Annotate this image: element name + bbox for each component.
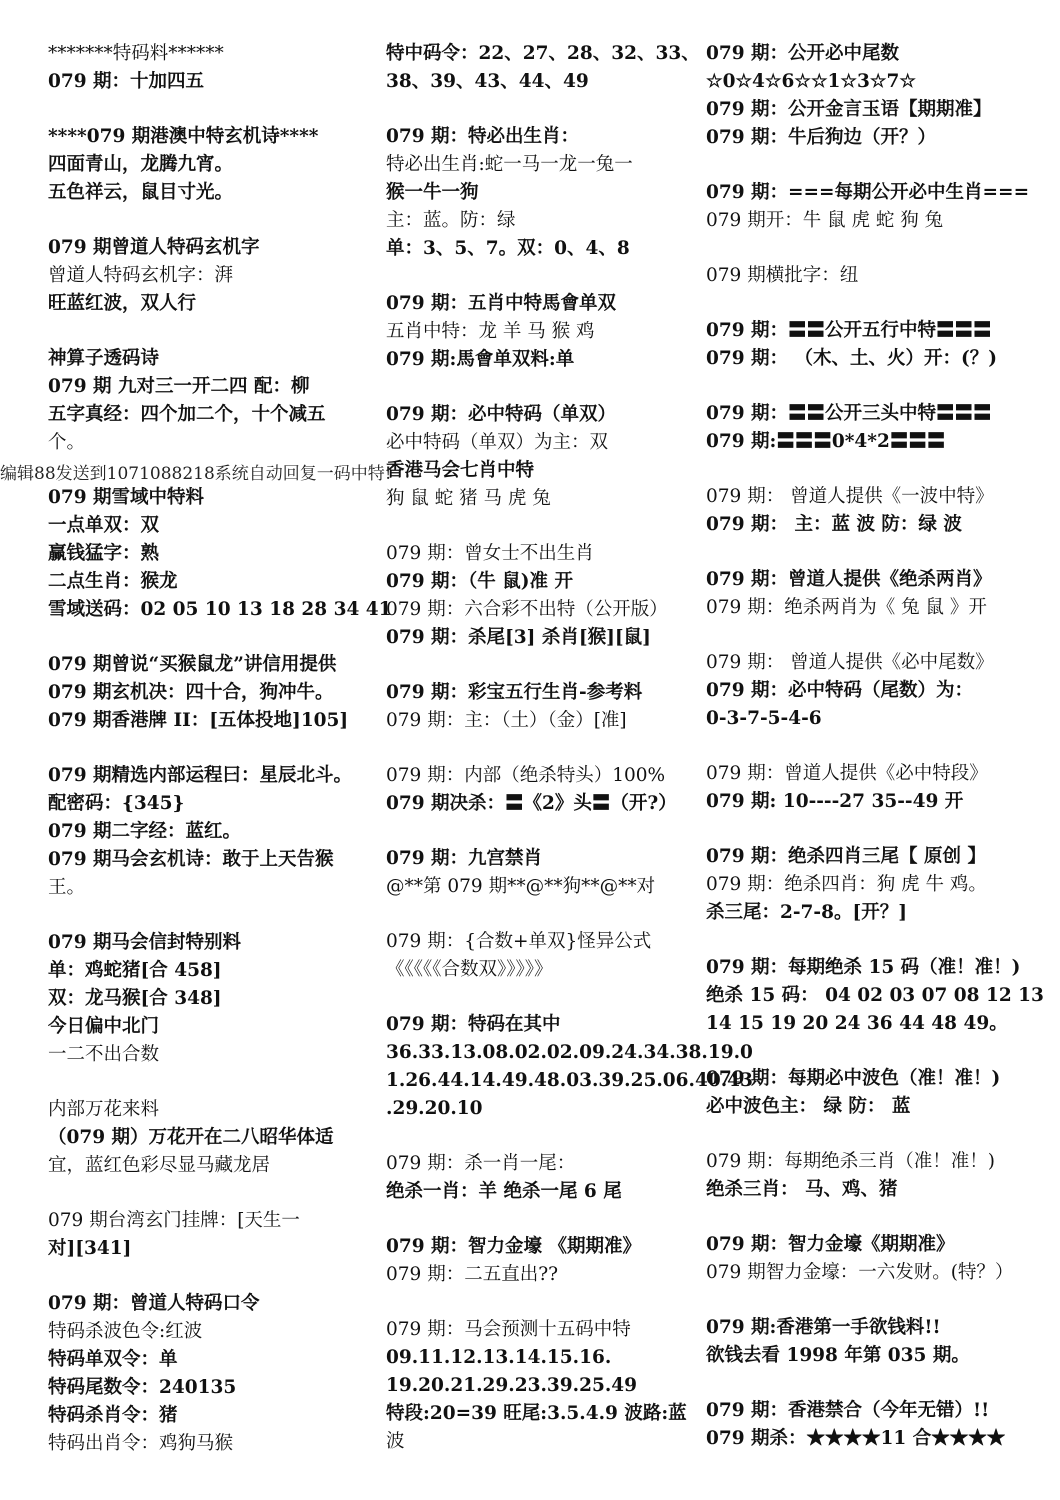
text-line: 079 期:馬會单双料:单 — [386, 349, 575, 370]
text-line: 079 期：特码在其中 — [386, 1014, 561, 1035]
text-line: 079 期马会玄机诗：敢于上天告猴 — [48, 849, 334, 870]
left-column — [48, 40, 392, 1458]
text-line: ****079 期港澳中特玄机诗**** — [48, 126, 319, 147]
section-spacer — [706, 1204, 1036, 1231]
text-line: 杀三尾：2-7-8。[开？] — [706, 902, 907, 923]
text-line: 雪域送码：02 05 10 13 18 28 34 41 — [48, 599, 392, 620]
text-line: 079 期：十加四五 — [48, 71, 205, 92]
section-spacer — [48, 318, 378, 345]
right-column — [706, 40, 1044, 1453]
text-line: ☆0☆4☆6☆☆1☆3☆7☆ — [706, 71, 916, 92]
text-line: 079 期：主：（土）（金）[准] — [386, 710, 627, 731]
text-line: 079 期:香港第一手欲钱料!! — [706, 1317, 941, 1338]
section-spacer — [706, 290, 1036, 317]
text-line: 079 期精选内部运程曰：星辰北斗。 — [48, 765, 353, 786]
section-spacer — [706, 1121, 1036, 1148]
text-line: 五色祥云，鼠目寸光。 — [48, 182, 234, 203]
text-line: 五肖中特：龙 羊 马 猴 鸡 — [386, 321, 595, 342]
text-line: 079 期杀：★★★★11 合★★★★ — [706, 1428, 1006, 1449]
text-line: 特段:20=39 旺尾:3.5.4.9 波路:蓝 — [386, 1403, 687, 1424]
sms-banner-text: 编辑88发送到1071088218系统自动回复一码中特! — [0, 464, 392, 484]
text-line: 079 期：===每期公开必中生肖=== — [706, 182, 1030, 203]
text-line: 38、39、43、44、49 — [386, 71, 589, 92]
text-line: 079 期：曾道人提供《绝杀两肖》 — [706, 569, 992, 590]
section-spacer — [48, 1180, 378, 1207]
section-spacer — [706, 456, 1036, 483]
text-line: 079 期：每期必中波色（准！准！) — [706, 1068, 1001, 1089]
text-line: 一点单双：双 — [48, 515, 160, 536]
section-spacer — [386, 1289, 698, 1316]
text-line: 079 期：曾道人提供《必中特段》 — [706, 763, 988, 784]
middle-column — [386, 40, 753, 1456]
text-line: 079 期横批字：纽 — [706, 265, 859, 286]
text-line: 赢钱猛字：熟 — [48, 543, 160, 564]
text-line: 079 期：每期绝杀 15 码（准！准！) — [706, 957, 1021, 978]
text-line: 特码尾数令：240135 — [48, 1377, 237, 1398]
text-line: 今日偏中北门 — [48, 1016, 160, 1037]
text-line: 079 期开：牛 鼠 虎 蛇 狗 兔 — [706, 210, 944, 231]
section-spacer — [706, 539, 1036, 566]
text-line: 个。 — [48, 432, 86, 453]
section-spacer — [706, 1287, 1036, 1314]
section-spacer — [706, 733, 1036, 760]
text-line: 079 期： 曾道人提供《必中尾数》 — [706, 652, 994, 673]
text-line: 079 期：（牛 鼠)准 开 — [386, 571, 573, 592]
text-line: 二点生肖：猴龙 — [48, 571, 178, 592]
section-spacer — [706, 235, 1036, 262]
text-line: 079 期：曾女士不出生肖 — [386, 543, 594, 564]
text-line: 四面青山，龙腾九宵。 — [48, 154, 234, 175]
section-spacer — [706, 1370, 1036, 1397]
section-spacer — [386, 513, 698, 540]
section-spacer — [48, 1069, 378, 1096]
text-line: 1.26.44.14.49.48.03.39.25.06.40.43 — [386, 1070, 753, 1091]
text-line: 079 期：智力金壕《期期准》 — [706, 1234, 955, 1255]
text-line: 079 期： 主：蓝 波 防：绿 波 — [706, 514, 962, 535]
text-line: 一二不出合数 — [48, 1044, 160, 1065]
text-line: 079 期智力金壕：一六发财。(特？） — [706, 1262, 1014, 1283]
text-line: 绝杀一肖：羊 绝杀一尾 6 尾 — [386, 1181, 622, 1202]
section-spacer — [706, 1038, 1036, 1065]
section-spacer — [706, 816, 1036, 843]
section-spacer — [386, 652, 698, 679]
text-line: 079 期：杀一肖一尾： — [386, 1153, 576, 1174]
text-line: 079 期：必中特码（尾数）为： — [706, 680, 974, 701]
text-line: 079 期：二五直出?? — [386, 1264, 559, 1285]
text-line: 079 期曾道人特码玄机字 — [48, 237, 260, 258]
text-line: 079 期：智力金壕 《期期准》 — [386, 1236, 641, 1257]
section-spacer — [706, 622, 1036, 649]
section-spacer — [706, 927, 1036, 954]
text-line: 14 15 19 20 24 36 44 48 49。 — [706, 1013, 1008, 1034]
text-line: 欲钱去看 1998 年第 035 期。 — [706, 1345, 970, 1366]
text-line: .29.20.10 — [386, 1098, 483, 1119]
text-line: 王。 — [48, 877, 86, 898]
text-line: 079 期曾说“买猴鼠龙”讲信用提供 — [48, 654, 337, 675]
text-line: 绝杀 15 码： 04 02 03 07 08 12 13 — [706, 985, 1044, 1006]
text-line: 079 期： 曾道人提供《一波中特》 — [706, 486, 994, 507]
text-line: 宜，蓝红色彩尽显马藏龙居 — [48, 1155, 271, 1176]
text-line: 绝杀三肖： 马、鸡、猪 — [706, 1179, 898, 1200]
text-line: 079 期：绝杀两肖为《 兔 鼠 》开 — [706, 597, 987, 618]
text-line: 079 期：五肖中特馬會单双 — [386, 293, 617, 314]
text-line: 079 期： （木、土、火）开：(？) — [706, 348, 998, 369]
text-line: 079 期: 10----27 35--49 开 — [706, 791, 964, 812]
text-line: 曾道人特码玄机字：湃 — [48, 265, 234, 286]
text-line: 狗 鼠 蛇 猪 马 虎 兔 — [386, 488, 551, 509]
text-line: 079 期：〓〓公开三头中特〓〓〓 — [706, 403, 992, 424]
text-line: 特必出生肖:蛇一马一龙一兔一 — [386, 154, 633, 175]
text-line: 双：龙马猴[合 348] — [48, 988, 222, 1009]
text-line: 079 期:〓〓〓0*4*2〓〓〓 — [706, 431, 946, 452]
text-line: 波 — [386, 1431, 405, 1452]
text-line: 079 期：九宫禁肖 — [386, 848, 543, 869]
text-line: 对][341] — [48, 1238, 132, 1259]
section-spacer — [48, 735, 378, 762]
text-line: 079 期决杀：〓《2》头〓（开?） — [386, 793, 677, 814]
text-line: 079 期：内部（绝杀特头）100% — [386, 765, 666, 786]
text-line: 079 期：必中特码（单双） — [386, 404, 617, 425]
text-line: 079 期：马会预测十五码中特 — [386, 1319, 631, 1340]
section-spacer — [48, 624, 378, 651]
text-line: 必中波色主： 绿 防： 蓝 — [706, 1096, 911, 1117]
text-line: 079 期：绝杀四肖三尾【 原创 】 — [706, 846, 986, 867]
text-line: 079 期：公开必中尾数 — [706, 43, 900, 64]
text-line: 079 期：香港禁合（今年无错）!! — [706, 1400, 990, 1421]
section-spacer — [386, 263, 698, 290]
text-line: 079 期：彩宝五行生肖-参考料 — [386, 682, 643, 703]
text-line: 09.11.12.13.14.15.16. — [386, 1347, 612, 1368]
text-line: 079 期：特必出生肖： — [386, 126, 580, 147]
text-line: 079 期：牛后狗边（开？） — [706, 127, 937, 148]
section-spacer — [386, 96, 698, 123]
text-line: 内部万花来料 — [48, 1099, 160, 1120]
text-line: 079 期香港牌 II：[五体投地]105] — [48, 710, 349, 731]
text-line: @**第 079 期**@**狗**@**对 — [386, 876, 656, 897]
section-spacer — [386, 901, 698, 928]
text-line: 079 期雪域中特料 — [48, 487, 205, 508]
text-line: 单：鸡蛇猪[合 458] — [48, 960, 222, 981]
text-line: 特码杀波色令:红波 — [48, 1321, 203, 1342]
text-line: 0-3-7-5-4-6 — [706, 708, 822, 729]
text-line: （079 期）万花开在二八昭华体适 — [48, 1127, 334, 1148]
text-line: 079 期：每期绝杀三肖（准！准！) — [706, 1151, 995, 1172]
section-spacer — [386, 374, 698, 401]
text-line: 079 期台湾玄门挂牌：[天生一 — [48, 1210, 300, 1231]
text-line: 079 期 九对三一开二四 配：柳 — [48, 376, 310, 397]
text-line: 079 期：杀尾[3] 杀肖[猴][鼠] — [386, 627, 651, 648]
section-spacer — [386, 735, 698, 762]
text-line: 特码杀肖令：猪 — [48, 1405, 178, 1426]
text-line: 36.33.13.08.02.02.09.24.34.38.19.0 — [386, 1042, 753, 1063]
text-line: 单：3、5、7。双：0、4、8 — [386, 238, 630, 259]
text-line: 主：蓝。防：绿 — [386, 210, 516, 231]
text-line: *******特码料****** — [48, 43, 224, 64]
text-line: 079 期：公开金言玉语【期期准】 — [706, 99, 992, 120]
text-line: 配密码：{345} — [48, 793, 185, 814]
section-spacer — [386, 984, 698, 1011]
text-line: 《《《《《合数双》》》》》 — [386, 959, 553, 980]
text-line: 079 期玄机决：四十合，狗冲牛。 — [48, 682, 334, 703]
text-line: 特码单双令：单 — [48, 1349, 178, 1370]
section-spacer — [386, 1206, 698, 1233]
text-line: 079 期二字经：蓝红。 — [48, 821, 242, 842]
text-line: 特中码令：22、27、28、32、33、 — [386, 43, 700, 64]
text-line: 旺蓝红波，双人行 — [48, 293, 197, 314]
text-line: 079 期：绝杀四肖：狗 虎 牛 鸡。 — [706, 874, 987, 895]
text-line: 079 期：六合彩不出特（公开版） — [386, 599, 668, 620]
text-line: 079 期：{合数+单双}怪异公式 — [386, 931, 652, 952]
text-line: 神算子透码诗 — [48, 348, 160, 369]
text-line: 079 期：〓〓公开五行中特〓〓〓 — [706, 320, 992, 341]
text-line: 猴一牛一狗 — [386, 182, 479, 203]
text-line: 香港马会七肖中特 — [386, 460, 535, 481]
text-line: 079 期马会信封特别料 — [48, 932, 242, 953]
section-spacer — [48, 1263, 378, 1290]
text-line: 079 期：曾道人特码口令 — [48, 1293, 260, 1314]
text-line: 五字真经：四个加二个，十个减五 — [48, 404, 326, 425]
section-spacer — [386, 818, 698, 845]
text-line: 必中特码（单双）为主：双 — [386, 432, 609, 453]
text-line: 特码出肖令：鸡狗马猴 — [48, 1433, 234, 1454]
section-spacer — [386, 1123, 698, 1150]
section-spacer — [706, 373, 1036, 400]
section-spacer — [48, 902, 378, 929]
text-line: 19.20.21.29.23.39.25.49 — [386, 1375, 638, 1396]
section-spacer — [48, 96, 378, 123]
section-spacer — [48, 207, 378, 234]
section-spacer — [706, 152, 1036, 179]
